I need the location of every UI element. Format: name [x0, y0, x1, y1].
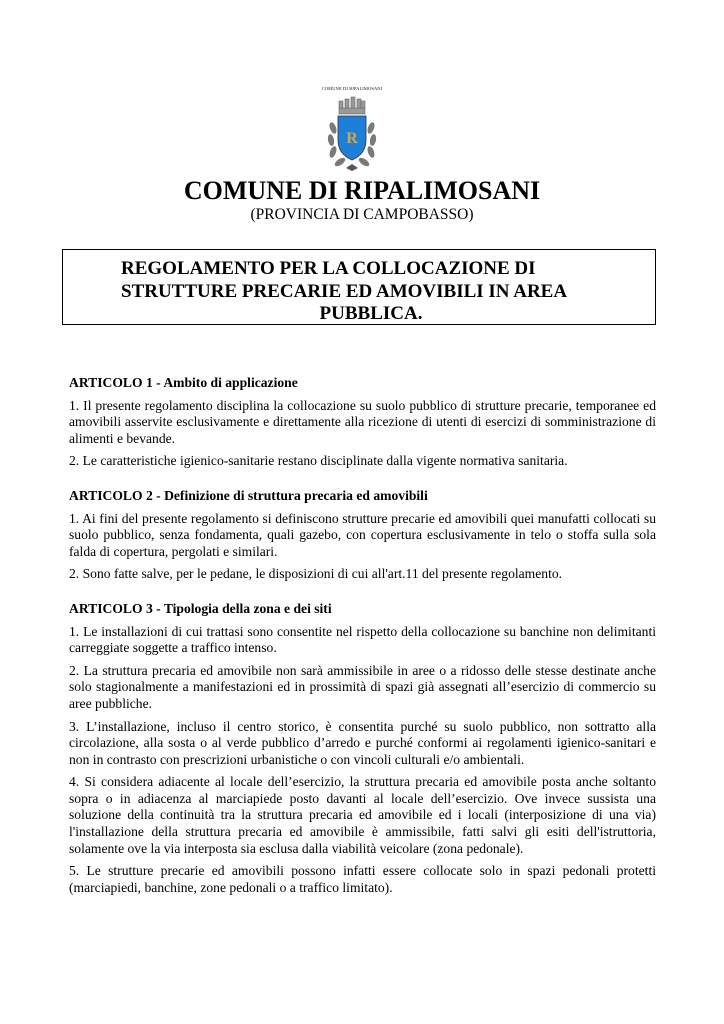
article-paragraph: 2. Sono fatte salve, per le pedane, le disposizioni di cui all'art.11 del presente regolamento. — [69, 566, 563, 582]
article-2 — [69, 488, 656, 583]
article-heading: ARTICOLO 1 - Ambito di applicazione — [69, 375, 298, 390]
article-heading: ARTICOLO 3 - Tipologia della zona e dei siti — [69, 600, 332, 616]
crest-letter: R — [346, 130, 358, 147]
regulation-title-box — [62, 249, 656, 325]
coat-of-arms-icon — [324, 94, 380, 174]
article-paragraph: 1. Le installazioni di cui trattasi sono consentite nel rispetto della collocazione su banchine non delimitanti carreggiate soggette a traffico intenso. — [69, 623, 656, 656]
article-paragraph: 4. Si considera adiacente al locale dell’esercizio, la struttura precaria ed amovibile posta anche soltanto sopra o in adiacenza al marciapiede posto davanti al locale dell’esercizio. Ove invece sussista una soluzione della continuità tra la struttura precaria ed amovibile ed i locali (interposizione di una via) l'installazione della struttura precaria ed amovibile è ammissibile, fatti salvi gli esiti dell'istruttoria, solamente ove la via interposta sia esclusa dalla viabilità veicolare (zona pedonale). — [69, 774, 656, 856]
article-1 — [69, 375, 656, 470]
regulation-title-line: STRUTTURE PRECARIE ED AMOVIBILI IN AREA — [121, 280, 568, 302]
page-subtitle: (PROVINCIA DI CAMPOBASSO) — [250, 206, 474, 223]
article-paragraph: 3. L’installazione, incluso il centro storico, è consentita purché su suolo pubblico, non sottratto alla circolazione, alla sosta o al verde pubblico d’arredo e purché conformi ai regolamenti igienico-sanitari e non in contrasto con prescrizioni urbanistiche o con vincoli culturali e/o ambientali. — [69, 718, 656, 767]
article-paragraph: 5. Le strutture precarie ed amovibili possono infatti essere collocate solo in spazi pedonali protetti (marciapiedi, banchine, zone pedonali o a traffico limitato). — [69, 863, 656, 895]
page-title: COMUNE DI RIPALIMOSANI — [183, 176, 541, 205]
regulation-title-line: REGOLAMENTO PER LA COLLOCAZIONE DI — [121, 258, 536, 279]
article-heading: ARTICOLO 2 - Definizione di struttura precaria ed amovibili — [69, 487, 428, 503]
municipal-crest — [318, 86, 386, 176]
regulation-title-line: PUBBLICA. — [319, 303, 423, 324]
document-body — [69, 375, 656, 902]
article-paragraph: 2. Le caratteristiche igienico-sanitarie restano disciplinate dalla vigente normativa sanitaria. — [69, 453, 568, 469]
article-paragraph: 1. Il presente regolamento disciplina la collocazione su suolo pubblico di strutture precarie, temporanee ed amovibili asservite esclusivamente e direttamente alla ricezione di utenti di esercizi di somministrazione di alimenti e bevande. — [69, 397, 656, 446]
crown-icon — [339, 97, 365, 114]
article-3 — [69, 601, 656, 897]
regulation-title — [121, 258, 621, 326]
crest-caption: COMUNE DI RIPALIMOSANI — [321, 86, 383, 91]
article-paragraph: 2. La struttura precaria ed amovibile non sarà ammissibile in aree o a ridosso delle stesse destinate anche solo stagionalmente a manifestazioni ed in prossimità di spazi già assegnati all’esercizio di commercio su aree pubbliche. — [69, 662, 656, 711]
article-paragraph: 1. Ai fini del presente regolamento si definiscono strutture precarie ed amovibili quei manufatti collocati su suolo pubblico, senza fondamenta, quali gazebo, con copertura esclusivamente in telo o stoffa sulla sola falda di copertura, pergolati e similari. — [69, 510, 656, 559]
